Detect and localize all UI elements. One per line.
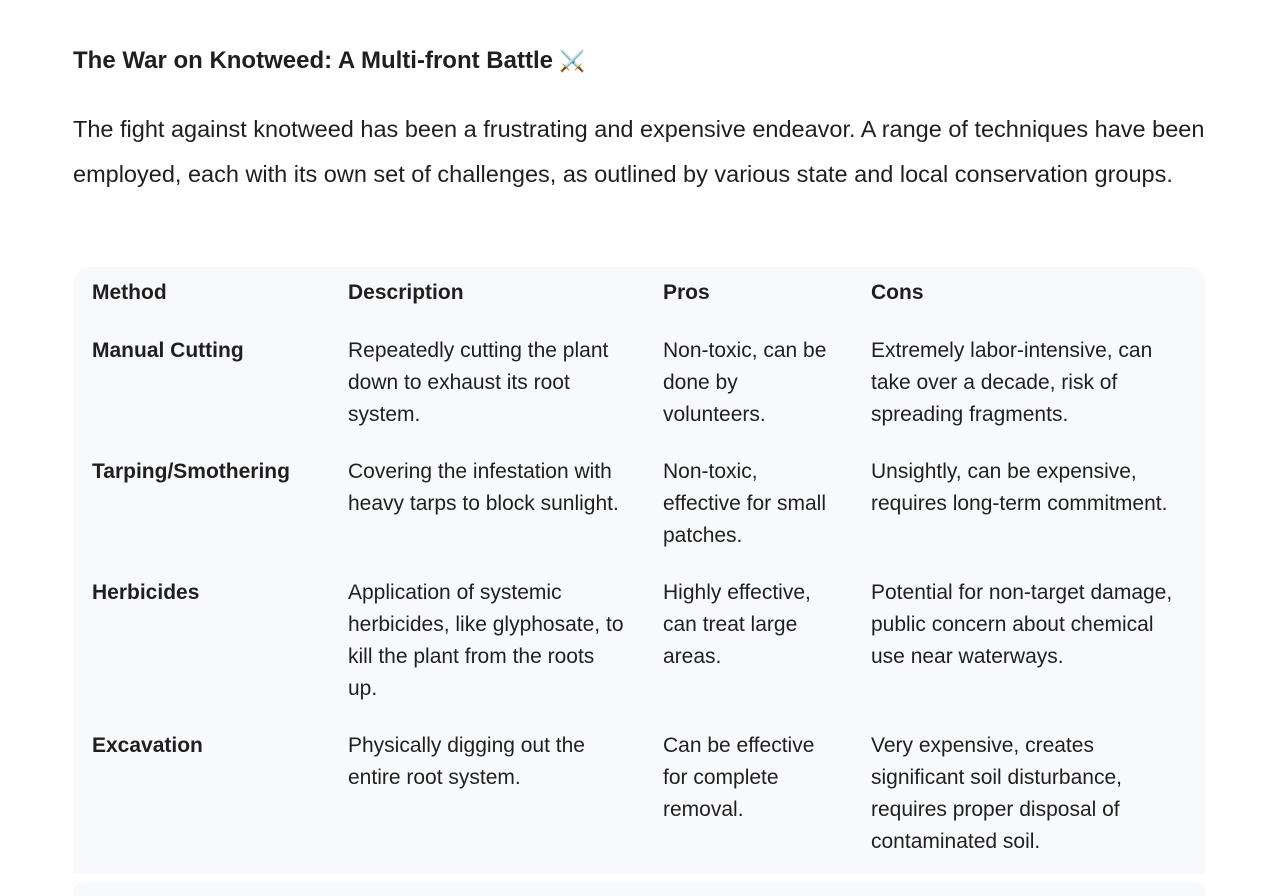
cell-pros: Highly effective, can treat large areas. [663,581,811,668]
cell-description: Application of systemic herbicides, like glyphosate, to kill the plant from the roots up. [348,581,624,700]
table-row [73,335,1206,456]
cell-pros: Can be effective for complete removal. [663,734,815,821]
section-heading [73,44,585,78]
cell-description: Physically digging out the entire root system. [348,734,585,789]
header-description: Description [348,281,464,304]
cell-description: Covering the infestation with heavy tarps to block sunlight. [348,460,619,515]
table-row [73,730,1206,874]
cell-method: Manual Cutting [92,339,244,362]
next-content-block [73,882,1206,896]
cell-description: Repeatedly cutting the plant down to exhaust its root system. [348,339,609,426]
table-header-row [73,277,1206,335]
cell-cons: Extremely labor-intensive, can take over a decade, risk of spreading fragments. [871,339,1153,426]
crossed-swords-icon: ⚔️ [558,49,586,73]
cell-method: Tarping/Smothering [92,460,290,483]
cell-pros: Non-toxic, effective for small patches. [663,460,827,547]
header-cons: Cons [871,281,924,304]
cell-pros: Non-toxic, can be done by volunteers. [663,339,827,426]
section-title: The War on Knotweed: A Multi-front Battle [73,47,553,74]
cell-cons: Very expensive, creates significant soil disturbance, requires proper disposal of contaminated soil. [871,734,1122,853]
header-method: Method [92,281,167,304]
table-row [73,577,1206,730]
intro-paragraph: The fight against knotweed has been a frustrating and expensive endeavor. A range of techniques have been employed, each with its own set of challenges, as outlined by various state and local conservation groups. [73,116,1205,187]
header-pros: Pros [663,281,710,304]
methods-table [73,277,1206,874]
cell-cons: Unsightly, can be expensive, requires long-term commitment. [871,460,1168,515]
cell-method: Excavation [92,734,203,757]
cell-cons: Potential for non-target damage, public concern about chemical use near waterways. [871,581,1173,668]
methods-table-container [73,267,1206,874]
table-row [73,456,1206,577]
cell-method: Herbicides [92,581,200,604]
